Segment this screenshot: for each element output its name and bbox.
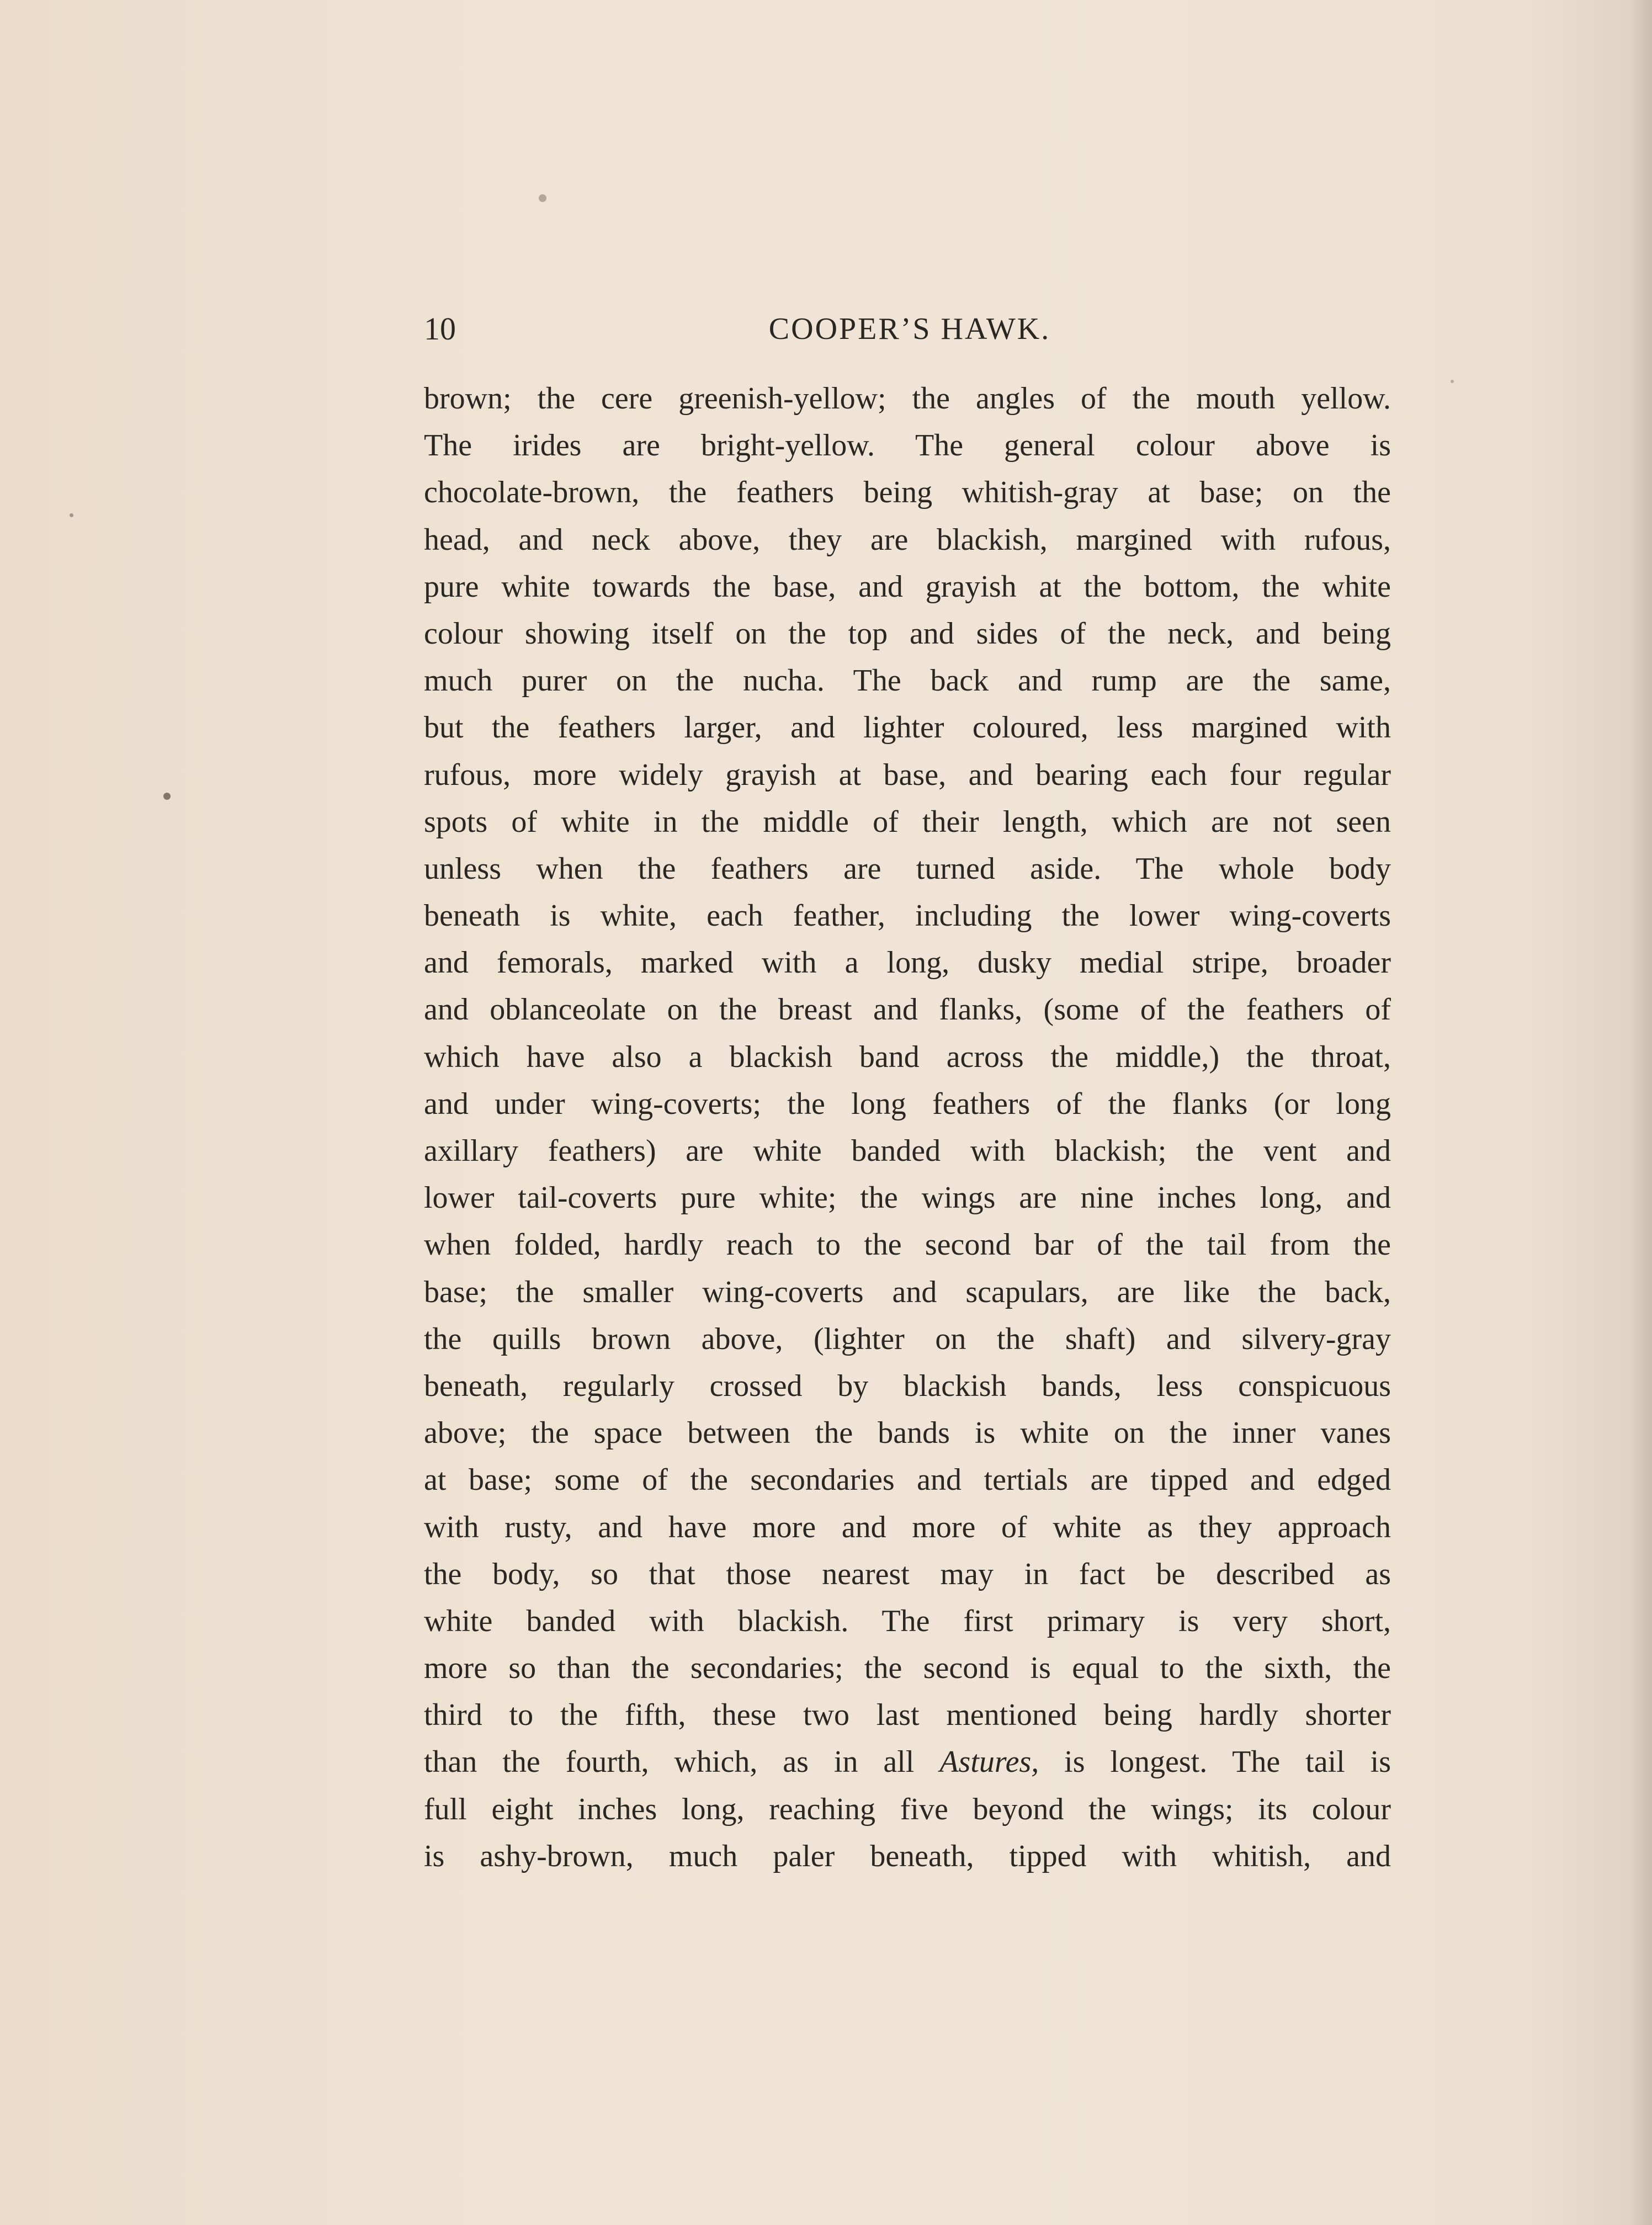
text-line: lower tail-coverts pure white; the wings are nine inches long, and xyxy=(424,1181,1391,1215)
body-text xyxy=(424,375,1391,1880)
page-header xyxy=(424,307,1395,351)
paper-speck xyxy=(70,513,73,517)
text-line: spots of white in the middle of their length, which are not seen xyxy=(424,804,1391,839)
page-edge-shadow xyxy=(1630,0,1652,2225)
text-line: chocolate-brown, the feathers being whitish-gray at base; on the xyxy=(424,475,1391,510)
text-line: but the feathers larger, and lighter coloured, less margined with xyxy=(424,710,1391,745)
text-line: full eight inches long, reaching five beyond the wings; its colour xyxy=(424,1792,1391,1826)
text-line: than the fourth, which, as in all Astures, is longest. The tail is xyxy=(424,1745,1391,1780)
text-line: third to the fifth, these two last mentioned being hardly shorter xyxy=(424,1698,1391,1733)
page-number: 10 xyxy=(424,311,456,347)
text-line: and femorals, marked with a long, dusky medial stripe, broader xyxy=(424,946,1391,980)
text-line: white banded with blackish. The first primary is very short, xyxy=(424,1603,1391,1638)
text-line: the quills brown above, (lighter on the shaft) and silvery-gray xyxy=(424,1321,1391,1356)
paper-speck xyxy=(163,793,171,800)
text-line: and oblanceolate on the breast and flanks, (some of the feathers of xyxy=(424,992,1391,1027)
text-line: axillary feathers) are white banded with blackish; the vent and xyxy=(424,1134,1391,1168)
genus-name-italic: Astures, xyxy=(939,1745,1039,1780)
running-head: COOPER’S HAWK. xyxy=(768,312,1051,346)
text-line: pure white towards the base, and grayish at the bottom, the white xyxy=(424,569,1391,604)
text-line: the body, so that those nearest may in fact be described as xyxy=(424,1557,1391,1591)
text-line: brown; the cere greenish-yellow; the angles of the mouth yellow. xyxy=(424,381,1391,416)
text-line: head, and neck above, they are blackish, margined with rufous, xyxy=(424,522,1391,557)
text-line: beneath is white, each feather, including the lower wing-coverts xyxy=(424,899,1391,933)
text-line: which have also a blackish band across the middle,) the throat, xyxy=(424,1039,1391,1074)
text-line: base; the smaller wing-coverts and scapulars, are like the back, xyxy=(424,1275,1391,1309)
text-line: beneath, regularly crossed by blackish bands, less conspicuous xyxy=(424,1368,1391,1403)
text-line: much purer on the nucha. The back and rump are the same, xyxy=(424,663,1391,698)
text-line: when folded, hardly reach to the second bar of the tail from the xyxy=(424,1228,1391,1262)
text-line: The irides are bright-yellow. The general colour above is xyxy=(424,428,1391,463)
text-line: rufous, more widely grayish at base, and bearing each four regular xyxy=(424,757,1391,792)
text-line: is ashy-brown, much paler beneath, tipped with whitish, and xyxy=(424,1839,1391,1873)
paper-speck xyxy=(1451,380,1454,383)
text-line: and under wing-coverts; the long feathers of the flanks (or long xyxy=(424,1086,1391,1121)
text-line: colour showing itself on the top and sides of the neck, and being xyxy=(424,616,1391,651)
text-line: with rusty, and have more and more of white as they approach xyxy=(424,1510,1391,1544)
text-line: unless when the feathers are turned aside. The whole body xyxy=(424,851,1391,886)
text-line: more so than the secondaries; the second is equal to the sixth, the xyxy=(424,1651,1391,1686)
paper-speck xyxy=(539,194,546,202)
text-line: at base; some of the secondaries and tertials are tipped and edged xyxy=(424,1463,1391,1498)
text-line: above; the space between the bands is white on the inner vanes xyxy=(424,1416,1391,1451)
